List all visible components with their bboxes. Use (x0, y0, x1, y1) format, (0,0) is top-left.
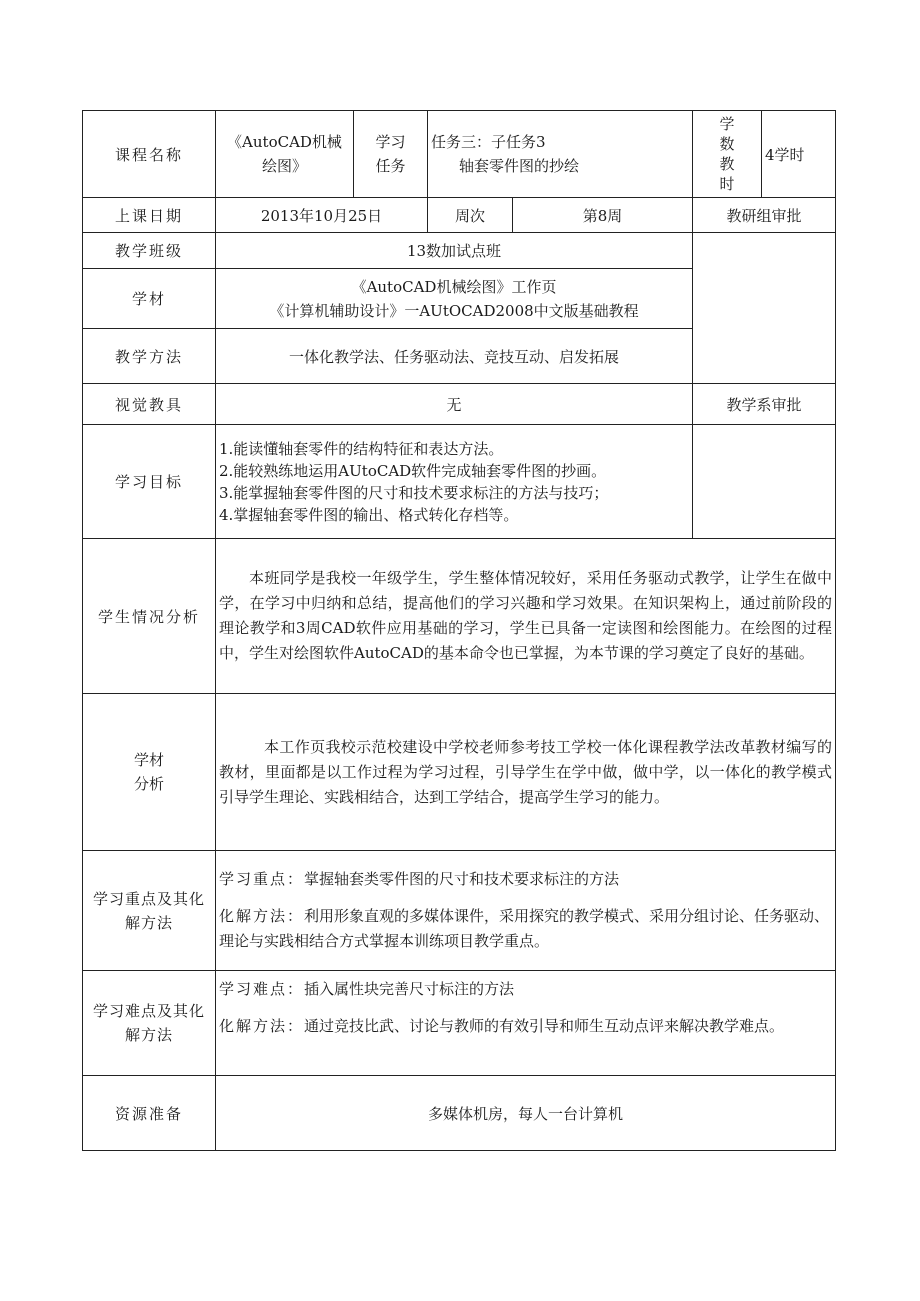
key-points-row (83, 851, 836, 971)
resources-label: 资源准备 (83, 1076, 216, 1151)
difficulty-focus (219, 977, 832, 1002)
analysis-row (83, 694, 836, 851)
learning-task-label-line2: 任务 (375, 157, 406, 175)
class-date-value: 2013年10月25日 (216, 198, 428, 233)
key-points-label-line2: 解方法 (124, 913, 173, 932)
goal-item: 3.能掌握轴套零件图的尺寸和技术要求标注的方法与技巧； (219, 483, 609, 502)
student-analysis-text: 本班同学是我校一年级学生，学生整体情况较好，采用任务驱动式教学，让学生在做中学，在学习中归纳和总结，提高他们的学习兴趣和学习效果。在知识架构上，通过前阶段的理论教学和3周CAD软件应用基础的学习，学生已具备一定读图和绘图能力。在绘图的过程中，学生对绘图软件AutoCAD的基本命令也已掌握，为本节课的学习奠定了良好的基础。 (216, 539, 836, 694)
learning-task-value (428, 111, 693, 198)
visual-aids-label: 视觉教具 (83, 384, 216, 425)
key-points-content (216, 851, 836, 971)
week-value: 第8周 (513, 198, 693, 233)
teaching-class-label: 教学班级 (83, 233, 216, 269)
difficulties-row (83, 971, 836, 1076)
materials-line1: 《AutoCAD机械绘图》工作页 (351, 277, 557, 296)
week-label: 周次 (428, 198, 513, 233)
difficulty-focus-text: 插入属性块完善尺寸标注的方法 (304, 980, 515, 998)
course-row (83, 111, 836, 198)
hours-label-char: 数 (719, 135, 735, 153)
department-review-label: 教研组审批 (693, 198, 836, 233)
key-solution-title: 化解方法： (219, 907, 305, 925)
hours-label-char: 时 (719, 175, 735, 193)
learning-goals-label: 学习目标 (83, 425, 216, 539)
difficulty-solution-title: 化解方法： (219, 1017, 305, 1035)
hours-label-char: 教 (719, 155, 735, 173)
difficulties-label-line1: 学习难点及其化 (92, 1002, 205, 1020)
materials-line2: 《计算机辅助设计》一AUtOCAD2008中文版基础教程 (269, 301, 639, 320)
hours-label (693, 111, 762, 198)
difficulties-label-line2: 解方法 (124, 1026, 173, 1044)
visual-row (83, 384, 836, 425)
task-title: 任务三：子任务3 (431, 133, 546, 151)
teaching-class-value: 13数加试点班 (216, 233, 693, 269)
goals-row (83, 425, 836, 539)
lesson-plan-table (82, 110, 836, 1151)
visual-aids-value: 无 (216, 384, 693, 425)
task-subtitle: 轴套零件图的抄绘 (459, 157, 580, 175)
materials-label: 学材 (83, 269, 216, 329)
lesson-plan-sheet (82, 110, 835, 1155)
teaching-method-label: 教学方法 (83, 329, 216, 384)
difficulty-solution (219, 1014, 832, 1039)
faculty-review-box (693, 425, 836, 539)
key-focus (219, 867, 832, 892)
learning-task-label (354, 111, 428, 198)
student-row (83, 539, 836, 694)
key-solution (219, 904, 832, 954)
student-analysis-label: 学生情况分析 (83, 539, 216, 694)
materials-value (216, 269, 693, 329)
difficulties-content (216, 971, 836, 1076)
course-name-label: 课程名称 (83, 111, 216, 198)
class-row (83, 233, 836, 269)
key-points-label-line1: 学习重点及其化 (92, 889, 205, 908)
difficulty-focus-title: 学习难点： (219, 980, 305, 998)
goal-item: 2.能较熟练地运用AUtoCAD软件完成轴套零件图的抄画。 (219, 461, 607, 480)
resources-value: 多媒体机房，每人一台计算机 (216, 1076, 836, 1151)
key-focus-text: 掌握轴套类零件图的尺寸和技术要求标注的方法 (304, 870, 620, 888)
date-row (83, 198, 836, 233)
materials-analysis-label-line1: 学材 (133, 751, 164, 769)
difficulty-solution-text: 通过竞技比武、讨论与教师的有效引导和师生互动点评来解决教学难点。 (304, 1017, 785, 1035)
learning-task-label-line1: 学习 (375, 133, 406, 151)
materials-analysis-text: 本工作页我校示范校建设中学校老师参考技工学校一体化课程教学法改革教材编写的教材，里面都是以工作过程为学习过程，引导学生在学中做，做中学，以一体化的教学模式引导学生理论、实践相结合，达到工学结合，提高学生学习的能力。 (216, 694, 836, 851)
goal-item: 4.掌握轴套零件图的输出、格式转化存档等。 (219, 505, 519, 524)
faculty-review-label: 教学系审批 (693, 384, 836, 425)
teaching-method-value: 一体化教学法、任务驱动法、竞技互动、启发拓展 (216, 329, 693, 384)
hours-label-char: 学 (719, 115, 735, 133)
course-name-value (216, 111, 354, 198)
goal-item: 1.能读懂轴套零件的结构特征和表达方法。 (219, 439, 504, 458)
course-name-line2: 绘图》 (261, 157, 307, 175)
course-name-line1: 《AutoCAD机械 (227, 133, 342, 151)
resources-row (83, 1076, 836, 1151)
materials-analysis-label (83, 694, 216, 851)
class-date-label: 上课日期 (83, 198, 216, 233)
key-solution-text: 利用形象直观的多媒体课件，采用探究的教学模式、采用分组讨论、任务驱动、理论与实践相结合方式掌握本训练项目教学重点。 (219, 907, 830, 950)
difficulties-label (83, 971, 216, 1076)
learning-goals-list (216, 425, 693, 539)
key-points-label (83, 851, 216, 971)
key-focus-title: 学习重点： (219, 870, 305, 888)
department-review-box (693, 233, 836, 384)
materials-analysis-label-line2: 分析 (133, 775, 164, 793)
hours-value: 4学时 (762, 111, 836, 198)
